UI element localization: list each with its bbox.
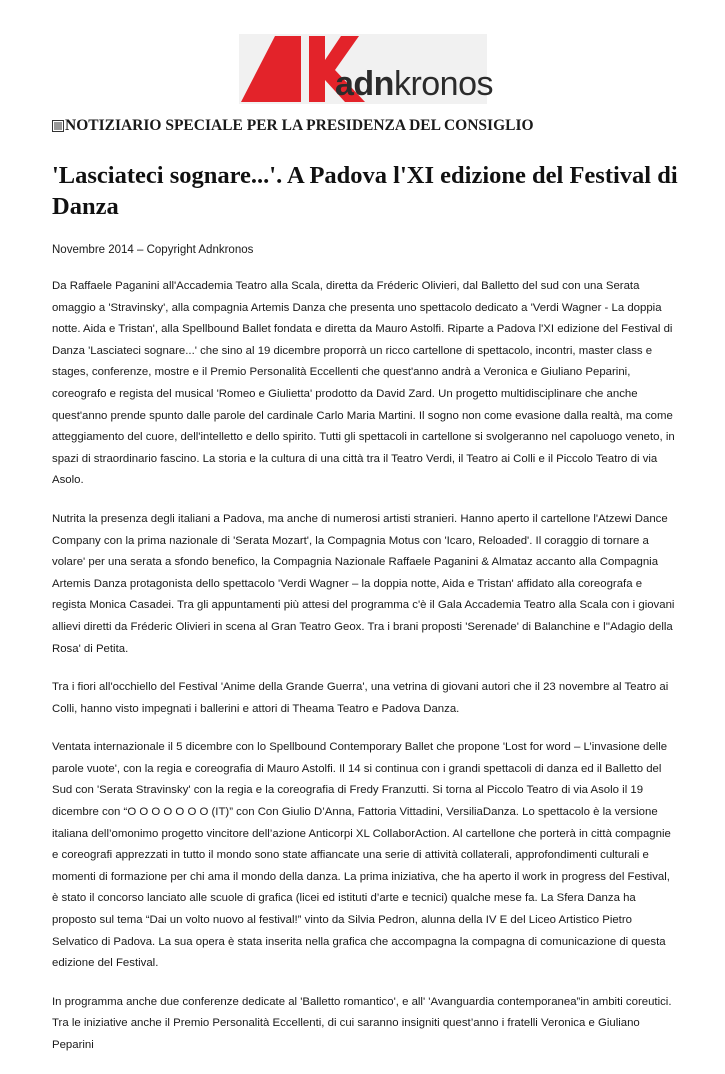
section-heading <box>52 116 692 136</box>
article-title: 'Lasciateci sognare...'. A Padova l'XI edizione del Festival di Danza <box>52 162 678 220</box>
section-heading-text: NOTIZIARIO SPECIALE PER LA PRESIDENZA DEL CONSIGLIO <box>65 117 534 134</box>
adnkronos-logo <box>239 34 494 104</box>
logo-word-bold: adn <box>335 65 394 103</box>
article-body <box>52 276 677 1074</box>
article-paragraph: Tra i fiori all'occhiello del Festival 'Anime della Grande Guerra', una vetrina di giovani autori che il 23 novembre al Teatro ai Colli, hanno visto impegnati i ballerini e attori di Theama Teatro e Padova Danza. <box>52 681 669 715</box>
logo-red-triangle <box>241 36 301 102</box>
logo-wordmark <box>335 64 493 104</box>
logo-word-regular: kronos <box>393 65 494 103</box>
article-paragraph: Ventata internazionale il 5 dicembre con lo Spellbound Contemporary Ballet che propone 'Lost for word – L’invasione delle parole vuote', con la regia e coreografia di Mauro Astolfi. Il 14 si continua con i grandi spettacoli di danza ed il Balletto del Sud con 'Serata Stravinsky' con la regia e la coreografia di Fredy Franzutti. Si torna al Piccolo Teatro di via Asolo il 19 dicembre con “O O O O O O O (IT)” con Con Giulio D’Anna, Fattoria Vittadini, VersiliaDanza. Lo spettacolo è la versione italiana dell’omonimo progetto vincitore dell’azione Anticorpi XL CollaborAction. Al cartellone che porterà in città compagnie e coreografi apprezzati in tutto il mondo sono state affiancate una serie di attività collaterali, approfondimenti culturali e momenti di formazione per chi ama il mondo della danza. La prima iniziativa, che ha aperto il work in progress del Festival, è stato il concorso lanciato alle scuole di grafica (licei ed istituti d’arte e tecnici) qualche mese fa. La Sfera Danza ha proposto sul tema “Dai un volto nuovo al festival!” vinto da Silvia Pedron, alunna della IV E del Liceo Artistico Pietro Selvatico di Padova. La sua opera è stata inserita nella grafica che accompagna la compagna di comunicazione di questa edizione del Festival. <box>52 741 671 970</box>
article-paragraph: Nutrita la presenza degli italiani a Padova, ma anche di numerosi artisti stranieri. Hanno aperto il cartellone l'Atzewi Dance Company con la prima nazionale di 'Serata Mozart', la Compagnia Motus con 'Icaro, Reloaded'. Il coraggio di tornare a volare' per una serata a sfondo benefico, la Compagnia Nazionale Raffaele Paganini & Almataz accanto alla Compagnia Artemis Danza protagonista dello spettacolo 'Verdi Wagner – la doppia notte, Aida e Tristan' affidato alla coreografa e regista Monica Casadei. Tra gli appuntamenti più attesi del programma c'è il Gala Accademia Teatro alla Scala con i giovani allievi diretti da Fréderic Olivieri in scena al Gran Teatro Geox. Tra i brani proposti 'Serenade' di Balanchine e l''Adagio della Rosa' di Petita. <box>52 512 675 655</box>
article-paragraph: In programma anche due conferenze dedicate al 'Balletto romantico', e all' 'Avanguardia contemporanea”in ambiti coreutici. Tra le iniziative anche il Premio Personalità Eccellenti, di cui saranno insigniti quest’anno i fratelli Veronica e Giuliano Peparini <box>52 995 672 1051</box>
article-dateline: Novembre 2014 – Copyright Adnkronos <box>52 244 254 256</box>
article-paragraph: Da Raffaele Paganini all'Accademia Teatro alla Scala, diretta da Fréderic Olivieri, dal Balletto del sud con una Serata omaggio a 'Stravinsky', alla compagnia Artemis Danza che presenta uno spettacolo dedicato a 'Verdi Wagner - La doppia notte. Aida e Tristan', alla Spellbound Ballet fondata e diretta da Mauro Astolfi. Riparte a Padova l'XI edizione del Festival di Danza 'Lasciateci sognare...' che sino al 19 dicembre proporrà un ricco cartellone di spettacolo, incontri, master class e stages, conferenze, mostre e il Premio Personalità Eccellenti che quest'anno andrà a Veronica e Giuliano Peparini, coreografo e regista del musical 'Romeo e Giulietta' prodotto da David Zard. Un progetto multidisciplinare che anche quest'anno prende spunto dalle parole del cardinale Carlo Maria Martini. Il sogno non come evasione dalla realtà, ma come atteggiamento del cuore, dell'intelletto e dello spirito. Tutti gli spettacoli in cartellone si svolgeranno nel capoluogo veneto, in spazi di straordinario fascino. La storia e la cultura di una città tra il Teatro Verdi, il Teatro ai Colli e il Piccolo Teatro di via Asolo. <box>52 280 675 487</box>
document-icon <box>52 120 64 132</box>
